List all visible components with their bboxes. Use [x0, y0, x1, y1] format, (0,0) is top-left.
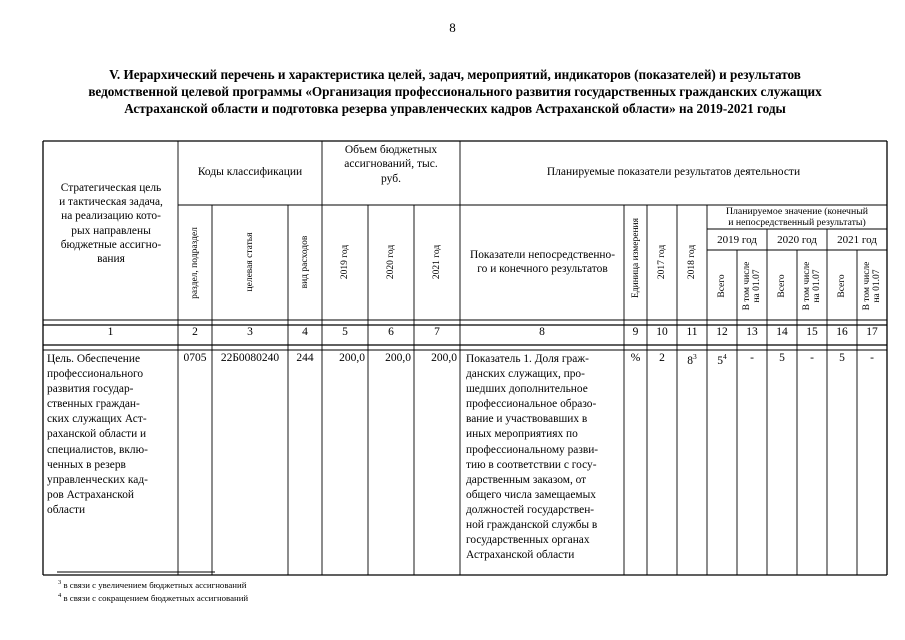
row-value-2017: 2	[659, 352, 665, 364]
header-indicators: Показатели непосредственно- го и конечного результатов	[469, 249, 616, 275]
header-budget: Объем бюджетных ассигнований, тыс. руб.	[344, 144, 438, 185]
header-budget-2020: 2020 год	[386, 244, 396, 280]
column-number: 10	[656, 326, 668, 338]
header-unit: Единица измерения	[631, 218, 641, 298]
column-number: 13	[746, 326, 758, 338]
row-value-2019-total: $5^4$	[717, 352, 727, 367]
header-total-2021: Всего	[837, 274, 847, 298]
footnote-ref: 4	[723, 352, 727, 361]
column-number: 8	[539, 326, 545, 338]
header-expense-type: вид расходов	[300, 235, 310, 289]
header-2018: 2018 год	[687, 244, 697, 280]
column-number: 3	[247, 326, 253, 338]
footnote-ref: 3	[693, 352, 697, 361]
header-incl-2021: В том числе на 01.07	[862, 261, 882, 311]
column-number: 1	[107, 326, 114, 338]
row-budget-2020: 200,0	[385, 352, 411, 364]
column-number: 9	[632, 326, 639, 338]
title-line: Астраханской области и подготовка резерва управленческих кадров Астраханской области» на 2019-2021 годы	[124, 101, 786, 116]
row-section: 0705	[183, 352, 207, 364]
header-2017: 2017 год	[657, 244, 667, 280]
header-incl-2020: В том числе на 01.07	[802, 261, 822, 311]
header-planned-value: Планируемое значение (конечный и непосредственный результаты)	[725, 206, 869, 228]
header-classification-codes: Коды классификации	[197, 166, 303, 178]
page-number: 8	[449, 20, 456, 35]
title-line: ведомственной целевой программы «Организация профессионального развития государственных гражданских служащих	[88, 84, 822, 99]
header-planned-2021: 2021 год	[837, 234, 877, 246]
row-expense-type: 244	[296, 352, 314, 364]
column-number: 7	[434, 326, 440, 338]
column-number: 17	[866, 326, 878, 338]
column-number: 4	[302, 326, 308, 338]
header-total-2019: Всего	[717, 274, 727, 298]
column-number: 11	[686, 326, 698, 338]
row-value-2021-total: 5	[839, 352, 845, 364]
row-value-2019-incl: -	[750, 352, 754, 364]
row-value-2018: $8^3$	[687, 352, 697, 367]
header-planned-results: Планируемые показатели результатов деятельности	[546, 166, 801, 178]
header-planned-2019: 2019 год	[717, 234, 757, 246]
column-number: 6	[388, 326, 394, 338]
row-value-2020-total: 5	[779, 352, 785, 364]
header-budget-2021: 2021 год	[432, 244, 442, 280]
row-value-2020-incl: -	[810, 352, 814, 364]
header-budget-2019: 2019 год	[340, 244, 350, 280]
row-value-2021-incl: -	[870, 352, 874, 364]
column-number: 12	[716, 326, 728, 338]
row-indicator: Показатель 1. Доля граж- данских служащих, про- шедших дополнительное профессиональное образо- вание и участвовавших в иных мероприятиях по профессиональному разви- тию в соответствии с госу- дарственным заказом, от общего числа замещаемых должностей государствен- ной гражданской службы в государственных органах Астраханской области	[466, 353, 599, 562]
footnote: $^4$ в связи с сокращением бюджетных ассигнований	[58, 592, 249, 603]
footnote: $^3$ в связи с увеличением бюджетных ассигнований	[58, 579, 247, 590]
header-goal: Стратегическая цель и тактическая задача, на реализацию кото- рых направлены бюджетные ассигно- вания	[59, 182, 163, 266]
title-line: V. Иерархический перечень и характеристика целей, задач, мероприятий, индикаторов (показателей) и результатов	[109, 67, 801, 82]
row-budget-2021: 200,0	[431, 352, 457, 364]
column-number: 2	[192, 326, 198, 338]
row-target-article: 22Б0080240	[220, 352, 280, 364]
row-goal: Цель. Обеспечение профессионального развития государ- ственных граждан- ских служащих Аст- раханской области и специалистов, вклю- ченных в резерв управленческих кад- ров Астраханской области	[47, 353, 148, 516]
row-budget-2019: 200,0	[339, 352, 365, 364]
header-section: раздел, подраздел	[190, 227, 200, 299]
row-unit: %	[630, 352, 641, 364]
column-number: 15	[806, 326, 818, 338]
header-target-article: целевая статья	[245, 232, 255, 292]
header-total-2020: Всего	[777, 274, 787, 298]
header-incl-2019: В том числе на 01.07	[742, 261, 762, 311]
column-number: 16	[836, 326, 848, 338]
column-number: 5	[342, 326, 348, 338]
column-number: 14	[776, 326, 788, 338]
header-planned-2020: 2020 год	[777, 234, 817, 246]
